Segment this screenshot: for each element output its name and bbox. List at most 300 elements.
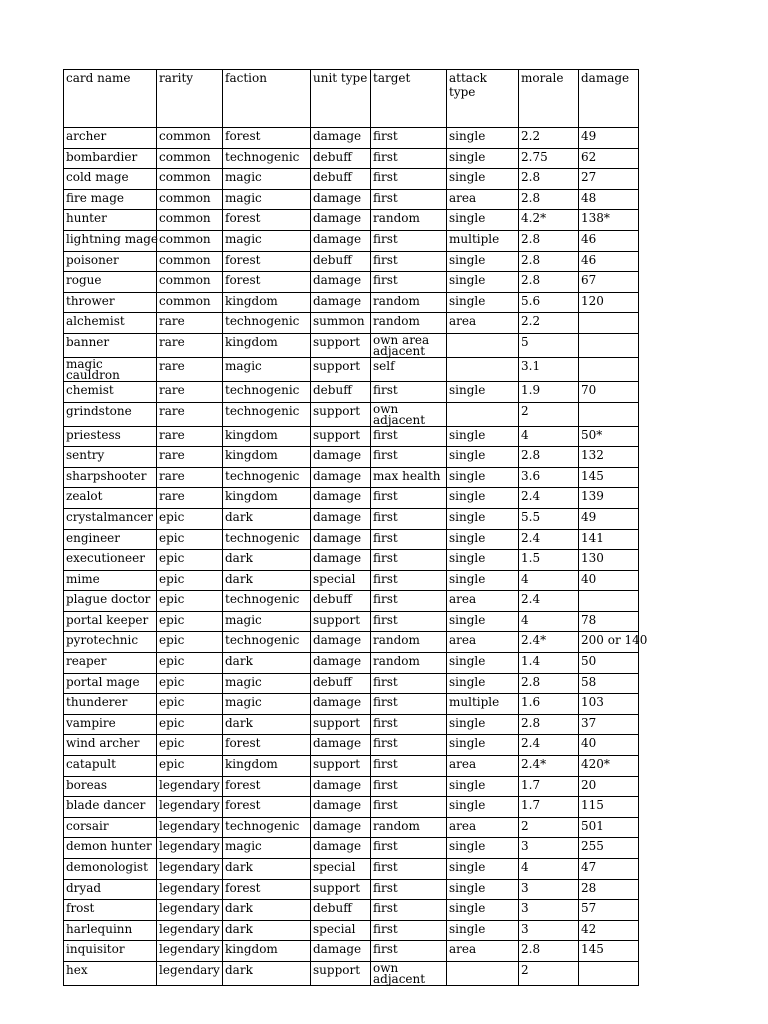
table-cell: single: [447, 859, 519, 880]
table-cell: 50: [579, 653, 639, 674]
table-cell: legendary: [157, 838, 223, 859]
table-cell: damage: [311, 838, 371, 859]
table-cell: damage: [311, 694, 371, 715]
table-cell: blade dancer: [64, 797, 157, 818]
table-cell: first: [371, 447, 447, 468]
table-cell: [447, 333, 519, 357]
table-cell: area: [447, 591, 519, 612]
table-row: [64, 189, 639, 210]
table-cell: single: [447, 467, 519, 488]
table-cell: common: [157, 148, 223, 169]
table-cell: common: [157, 210, 223, 231]
table-cell: special: [311, 859, 371, 880]
table-row: [64, 272, 639, 293]
table-cell: 200 or 140: [579, 632, 639, 653]
table-cell: 2.4*: [519, 632, 579, 653]
table-cell: 5: [519, 333, 579, 357]
table-row: [64, 508, 639, 529]
table-cell: dark: [223, 653, 311, 674]
table-cell: 2.8: [519, 447, 579, 468]
table-cell: priestess: [64, 426, 157, 447]
table-cell: wind archer: [64, 735, 157, 756]
table-cell: random: [371, 817, 447, 838]
table-cell: rare: [157, 447, 223, 468]
table-cell: legendary: [157, 879, 223, 900]
table-cell: executioneer: [64, 550, 157, 571]
table-cell: dark: [223, 900, 311, 921]
table-cell: rare: [157, 333, 223, 357]
table-cell: damage: [311, 508, 371, 529]
table-cell: single: [447, 148, 519, 169]
table-cell: common: [157, 251, 223, 272]
table-cell: first: [371, 508, 447, 529]
table-cell: common: [157, 272, 223, 293]
table-cell: portal keeper: [64, 611, 157, 632]
table-cell: first: [371, 694, 447, 715]
table-cell: demon hunter: [64, 838, 157, 859]
table-cell: damage: [311, 189, 371, 210]
table-cell: first: [371, 128, 447, 149]
table-cell: area: [447, 756, 519, 777]
table-cell: first: [371, 251, 447, 272]
table-cell: area: [447, 817, 519, 838]
table-row: [64, 879, 639, 900]
table-cell: area: [447, 189, 519, 210]
table-cell: 62: [579, 148, 639, 169]
table-cell: single: [447, 210, 519, 231]
table-cell: first: [371, 550, 447, 571]
table-cell: legendary: [157, 817, 223, 838]
table-cell: forest: [223, 776, 311, 797]
table-row: [64, 570, 639, 591]
table-cell: single: [447, 838, 519, 859]
table-cell: first: [371, 169, 447, 190]
table-row: [64, 313, 639, 334]
table-cell: 1.7: [519, 797, 579, 818]
column-header: damage: [579, 70, 639, 128]
table-cell: single: [447, 611, 519, 632]
table-cell: common: [157, 292, 223, 313]
table-cell: multiple: [447, 694, 519, 715]
table-row: [64, 653, 639, 674]
table-cell: damage: [311, 272, 371, 293]
table-cell: technogenic: [223, 632, 311, 653]
table-cell: first: [371, 673, 447, 694]
table-cell: zealot: [64, 488, 157, 509]
table-cell: poisoner: [64, 251, 157, 272]
table-cell: magic: [223, 694, 311, 715]
table-cell: single: [447, 292, 519, 313]
table-cell: forest: [223, 879, 311, 900]
table-cell: forest: [223, 272, 311, 293]
table-cell: single: [447, 381, 519, 402]
table-cell: first: [371, 189, 447, 210]
table-row: [64, 426, 639, 447]
table-cell: frost: [64, 900, 157, 921]
table-cell: common: [157, 169, 223, 190]
table-cell: 28: [579, 879, 639, 900]
table-cell: damage: [311, 797, 371, 818]
table-cell: 20: [579, 776, 639, 797]
card-table: [63, 69, 648, 986]
table-cell: technogenic: [223, 467, 311, 488]
table-cell: single: [447, 550, 519, 571]
table-cell: 103: [579, 694, 639, 715]
table-cell: epic: [157, 673, 223, 694]
table-cell: magic: [223, 230, 311, 251]
table-cell: 4: [519, 859, 579, 880]
table-cell: 67: [579, 272, 639, 293]
table-cell: damage: [311, 467, 371, 488]
table-cell: [447, 961, 519, 985]
table-cell: dark: [223, 570, 311, 591]
table-cell: random: [371, 292, 447, 313]
table-cell: technogenic: [223, 148, 311, 169]
table-cell: 50*: [579, 426, 639, 447]
table-cell: 2.2: [519, 128, 579, 149]
table-cell: grindstone: [64, 402, 157, 426]
table-cell: technogenic: [223, 402, 311, 426]
table-cell: mime: [64, 570, 157, 591]
table-cell: thrower: [64, 292, 157, 313]
table-cell: magic: [223, 838, 311, 859]
table-cell: epic: [157, 611, 223, 632]
table-cell: single: [447, 653, 519, 674]
table-cell: single: [447, 879, 519, 900]
table-cell: technogenic: [223, 529, 311, 550]
table-row: [64, 381, 639, 402]
table-cell: 40: [579, 570, 639, 591]
table-row: [64, 488, 639, 509]
table-cell: random: [371, 210, 447, 231]
table-cell: common: [157, 128, 223, 149]
table-cell: 2.2: [519, 313, 579, 334]
table-cell: inquisitor: [64, 941, 157, 962]
table-cell: first: [371, 797, 447, 818]
table-row: [64, 632, 639, 653]
table-cell: first: [371, 488, 447, 509]
table-cell: 132: [579, 447, 639, 468]
table-cell: 5.6: [519, 292, 579, 313]
table-cell: forest: [223, 251, 311, 272]
table-row: [64, 210, 639, 231]
table-cell: hunter: [64, 210, 157, 231]
table-cell: magic: [223, 611, 311, 632]
table-cell: 4: [519, 570, 579, 591]
table-cell: 3: [519, 838, 579, 859]
table-cell: dark: [223, 714, 311, 735]
table-cell: 420*: [579, 756, 639, 777]
table-cell: special: [311, 920, 371, 941]
table-cell: [579, 313, 639, 334]
column-header: unit type: [311, 70, 371, 128]
table-cell: epic: [157, 632, 223, 653]
table-cell: 48: [579, 189, 639, 210]
table-cell: 2.8: [519, 714, 579, 735]
table-cell: legendary: [157, 900, 223, 921]
table-cell: crystalmancer: [64, 508, 157, 529]
table-cell: 255: [579, 838, 639, 859]
table-cell: kingdom: [223, 426, 311, 447]
table-cell: cold mage: [64, 169, 157, 190]
table-row: [64, 961, 639, 985]
table-cell: support: [311, 357, 371, 381]
table-cell: single: [447, 169, 519, 190]
table-cell: random: [371, 653, 447, 674]
column-header: rarity: [157, 70, 223, 128]
table-row: [64, 529, 639, 550]
table-row: [64, 550, 639, 571]
table-cell: boreas: [64, 776, 157, 797]
table-cell: legendary: [157, 797, 223, 818]
table-row: [64, 591, 639, 612]
table-row: [64, 128, 639, 149]
column-header: card name: [64, 70, 157, 128]
table-cell: first: [371, 230, 447, 251]
table-cell: rare: [157, 381, 223, 402]
table-cell: epic: [157, 653, 223, 674]
table-cell: damage: [311, 941, 371, 962]
table-cell: epic: [157, 735, 223, 756]
table-cell: single: [447, 272, 519, 293]
table-cell: multiple: [447, 230, 519, 251]
table-cell: own area adjacent: [371, 333, 447, 357]
table-cell: 78: [579, 611, 639, 632]
table-cell: 1.7: [519, 776, 579, 797]
table-row: [64, 838, 639, 859]
table-cell: single: [447, 920, 519, 941]
table-cell: engineer: [64, 529, 157, 550]
table-row: [64, 673, 639, 694]
table-cell: [579, 961, 639, 985]
table-cell: 2.8: [519, 941, 579, 962]
table-cell: rare: [157, 402, 223, 426]
table-cell: first: [371, 838, 447, 859]
table-cell: reaper: [64, 653, 157, 674]
table-cell: magic: [223, 357, 311, 381]
table-cell: fire mage: [64, 189, 157, 210]
column-header: morale: [519, 70, 579, 128]
table-cell: support: [311, 333, 371, 357]
table-cell: first: [371, 148, 447, 169]
table-cell: magic: [223, 189, 311, 210]
table-cell: kingdom: [223, 488, 311, 509]
table-cell: first: [371, 859, 447, 880]
table-cell: legendary: [157, 961, 223, 985]
table-cell: 42: [579, 920, 639, 941]
table-cell: rare: [157, 467, 223, 488]
table-cell: debuff: [311, 900, 371, 921]
table-cell: 1.9: [519, 381, 579, 402]
table-cell: [579, 591, 639, 612]
table-row: [64, 797, 639, 818]
table-cell: technogenic: [223, 817, 311, 838]
table-cell: 2.4*: [519, 756, 579, 777]
table-cell: 141: [579, 529, 639, 550]
table-cell: 40: [579, 735, 639, 756]
column-header: faction: [223, 70, 311, 128]
table-cell: hex: [64, 961, 157, 985]
table-cell: random: [371, 632, 447, 653]
table-cell: 4: [519, 611, 579, 632]
table-cell: plague doctor: [64, 591, 157, 612]
table-cell: damage: [311, 632, 371, 653]
table-cell: 139: [579, 488, 639, 509]
table-row: [64, 357, 639, 381]
table-cell: 2.8: [519, 169, 579, 190]
table-row: [64, 817, 639, 838]
table-cell: damage: [311, 735, 371, 756]
table-cell: damage: [311, 776, 371, 797]
table-cell: 130: [579, 550, 639, 571]
table-cell: special: [311, 570, 371, 591]
table-cell: kingdom: [223, 941, 311, 962]
table-cell: 2.75: [519, 148, 579, 169]
table-cell: forest: [223, 797, 311, 818]
table-row: [64, 859, 639, 880]
table-cell: dark: [223, 508, 311, 529]
table-cell: rare: [157, 426, 223, 447]
table-cell: epic: [157, 714, 223, 735]
table-row: [64, 735, 639, 756]
table-cell: epic: [157, 529, 223, 550]
table-row: [64, 900, 639, 921]
table-row: [64, 447, 639, 468]
table-cell: single: [447, 508, 519, 529]
table-cell: forest: [223, 128, 311, 149]
table-cell: first: [371, 529, 447, 550]
table-cell: kingdom: [223, 292, 311, 313]
table-cell: 58: [579, 673, 639, 694]
table-cell: damage: [311, 817, 371, 838]
table-row: [64, 402, 639, 426]
table-cell: single: [447, 570, 519, 591]
table-cell: own adjacent: [371, 961, 447, 985]
table-cell: damage: [311, 488, 371, 509]
table-cell: 145: [579, 467, 639, 488]
table-cell: 2.8: [519, 189, 579, 210]
table-cell: alchemist: [64, 313, 157, 334]
table-cell: 2.8: [519, 230, 579, 251]
table-cell: support: [311, 714, 371, 735]
table-cell: rogue: [64, 272, 157, 293]
table-cell: damage: [311, 210, 371, 231]
table-cell: damage: [311, 653, 371, 674]
table-cell: summon: [311, 313, 371, 334]
table-cell: first: [371, 879, 447, 900]
table-cell: 2.8: [519, 251, 579, 272]
table-cell: support: [311, 961, 371, 985]
table-cell: [579, 333, 639, 357]
table-cell: [579, 357, 639, 381]
table-cell: legendary: [157, 859, 223, 880]
table-row: [64, 333, 639, 357]
table-row: [64, 776, 639, 797]
table-cell: 2.4: [519, 591, 579, 612]
table-cell: harlequinn: [64, 920, 157, 941]
table-cell: technogenic: [223, 313, 311, 334]
table-cell: dark: [223, 920, 311, 941]
table-cell: forest: [223, 735, 311, 756]
table-cell: rare: [157, 357, 223, 381]
table-cell: support: [311, 611, 371, 632]
table-cell: epic: [157, 570, 223, 591]
table-cell: catapult: [64, 756, 157, 777]
table-row: [64, 467, 639, 488]
table-cell: lightning mage: [64, 230, 157, 251]
table-cell: bombardier: [64, 148, 157, 169]
table-row: [64, 694, 639, 715]
table-row: [64, 714, 639, 735]
table-cell: archer: [64, 128, 157, 149]
table-row: [64, 920, 639, 941]
table-cell: 120: [579, 292, 639, 313]
table-cell: damage: [311, 529, 371, 550]
table-cell: 1.6: [519, 694, 579, 715]
table-cell: debuff: [311, 673, 371, 694]
table-row: [64, 292, 639, 313]
table-cell: 1.4: [519, 653, 579, 674]
table-cell: single: [447, 673, 519, 694]
table-cell: support: [311, 426, 371, 447]
table-cell: corsair: [64, 817, 157, 838]
table-cell: 37: [579, 714, 639, 735]
table-cell: 2.4: [519, 488, 579, 509]
table-cell: first: [371, 900, 447, 921]
table-cell: epic: [157, 591, 223, 612]
table-cell: debuff: [311, 381, 371, 402]
table-row: [64, 756, 639, 777]
table-cell: own adjacent: [371, 402, 447, 426]
table-cell: 2.4: [519, 735, 579, 756]
table-cell: legendary: [157, 776, 223, 797]
table-cell: forest: [223, 210, 311, 231]
table-cell: max health: [371, 467, 447, 488]
table-cell: 27: [579, 169, 639, 190]
table-cell: 49: [579, 128, 639, 149]
table-cell: rare: [157, 313, 223, 334]
table-cell: random: [371, 313, 447, 334]
table-cell: legendary: [157, 920, 223, 941]
header-row: [64, 70, 639, 128]
table-cell: epic: [157, 694, 223, 715]
table-cell: single: [447, 426, 519, 447]
table-cell: damage: [311, 447, 371, 468]
table-row: [64, 169, 639, 190]
table-cell: 3: [519, 900, 579, 921]
table-cell: 2: [519, 402, 579, 426]
table-cell: technogenic: [223, 591, 311, 612]
table-cell: 3: [519, 879, 579, 900]
table-cell: 145: [579, 941, 639, 962]
table-cell: first: [371, 735, 447, 756]
table-cell: 70: [579, 381, 639, 402]
table-cell: 46: [579, 251, 639, 272]
table-cell: 46: [579, 230, 639, 251]
table-cell: first: [371, 611, 447, 632]
table-cell: epic: [157, 508, 223, 529]
table-cell: 47: [579, 859, 639, 880]
table-cell: damage: [311, 230, 371, 251]
table-cell: debuff: [311, 251, 371, 272]
table-cell: support: [311, 402, 371, 426]
table-cell: first: [371, 426, 447, 447]
table-cell: 3.6: [519, 467, 579, 488]
table-cell: rare: [157, 488, 223, 509]
table-cell: 3: [519, 920, 579, 941]
table-row: [64, 251, 639, 272]
table-row: [64, 230, 639, 251]
